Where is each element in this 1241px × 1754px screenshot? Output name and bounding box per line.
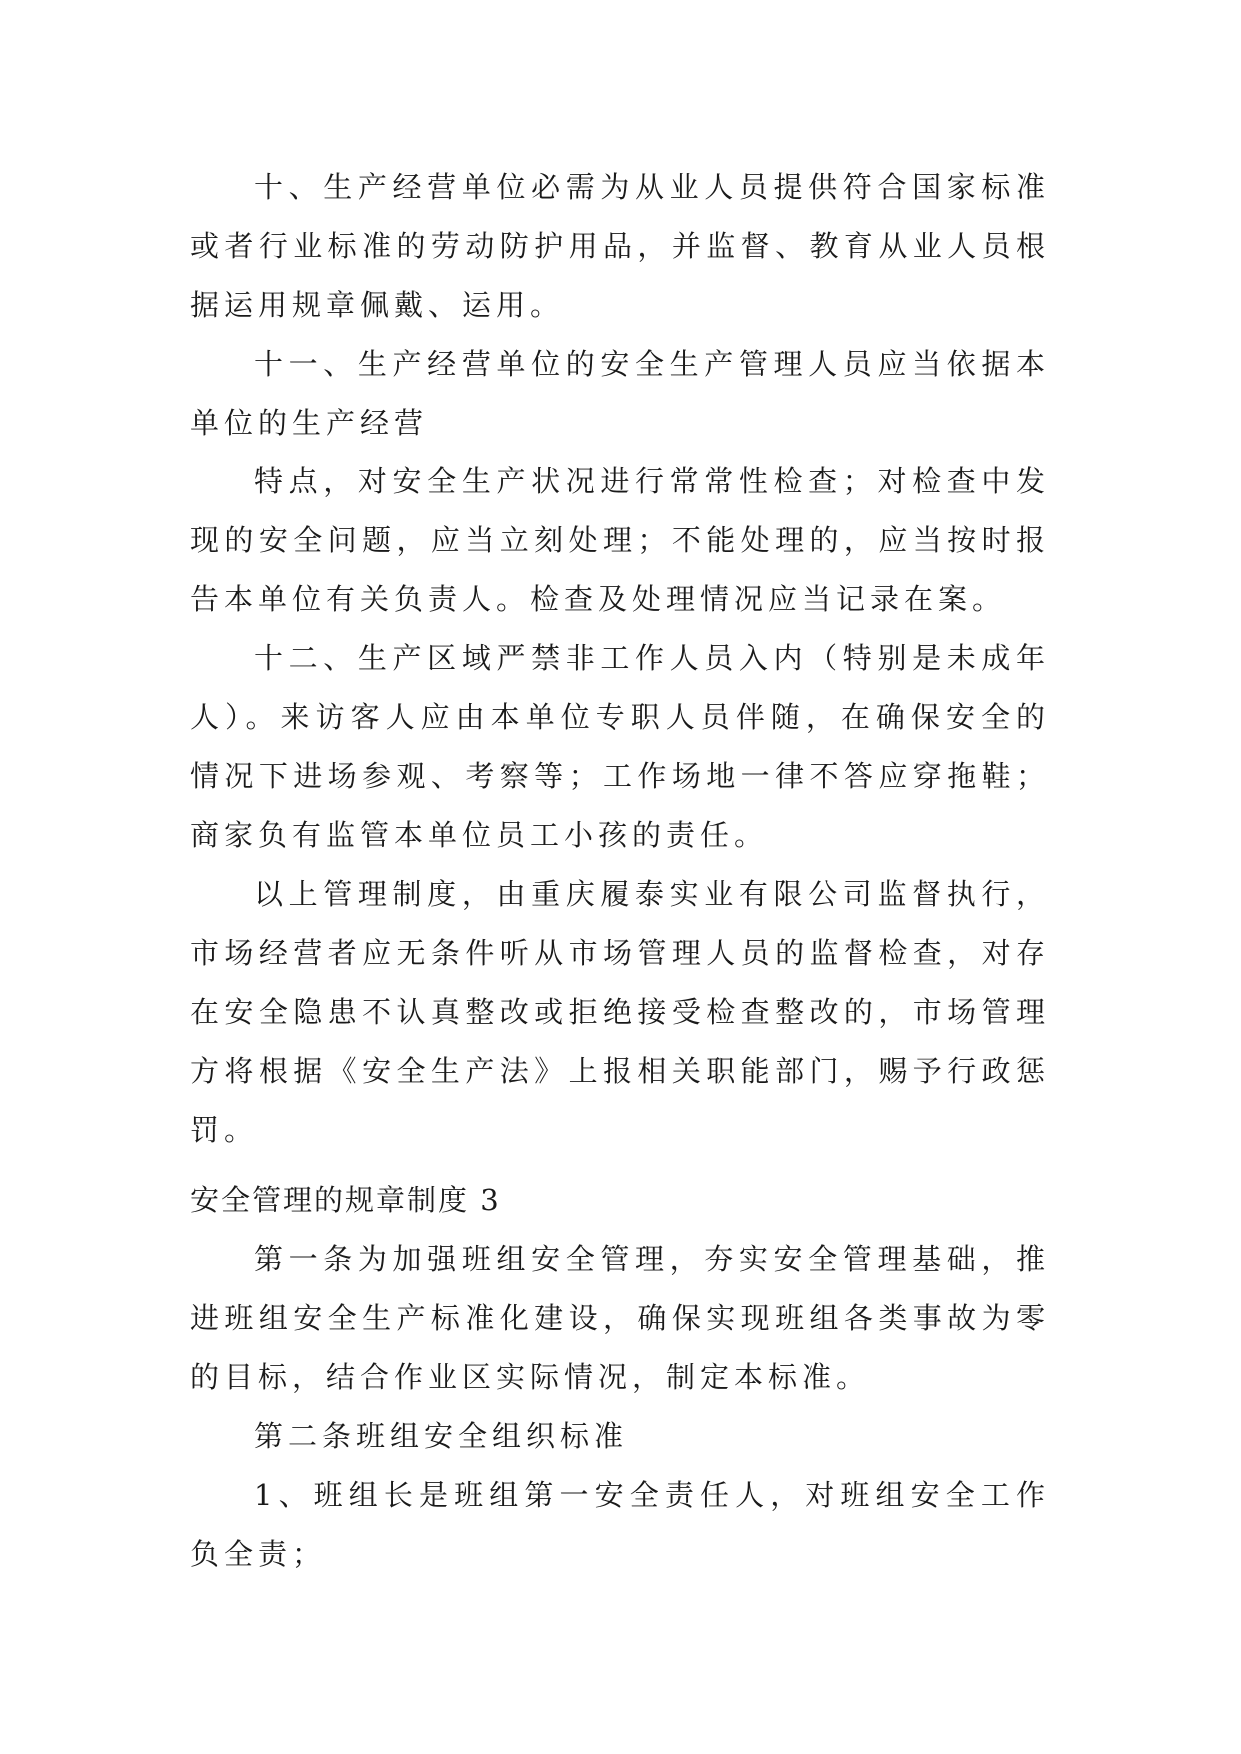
paragraph-protective-equipment: 十、生产经营单位必需为从业人员提供符合国家标准或者行业标准的劳动防护用品，并监督、教育从业人员根据运用规章佩戴、运用。 xyxy=(190,170,1050,322)
paragraph-article-2: 第二条班组安全组织标准 xyxy=(254,1419,629,1453)
paragraph-restricted-area: 十二、生产区域严禁非工作人员入内（特别是未成年人）。来访客人应由本单位专职人员伴随，在确保安全的情况下进场参观、考察等；工作场地一律不答应穿拖鞋；商家负有监管本单位员工小孩的责任。 xyxy=(190,641,1050,852)
paragraph-supervision: 以上管理制度，由重庆履泰实业有限公司监督执行，市场经营者应无条件听从市场管理人员的监督检查，对存在安全隐患不认真整改或拒绝接受检查整改的，市场管理方将根据《安全生产法》上报相关职能部门，赐予行政惩罚。 xyxy=(190,877,1050,1147)
section-heading: 安全管理的规章制度 3 xyxy=(190,1183,501,1217)
paragraph-safety-manager-duty: 十一、生产经营单位的安全生产管理人员应当依据本单位的生产经营 xyxy=(190,347,1050,440)
paragraph-inspection: 特点，对安全生产状况进行常常性检查；对检查中发现的安全问题，应当立刻处理；不能处理的，应当按时报告本单位有关负责人。检查及处理情况应当记录在案。 xyxy=(190,464,1050,616)
paragraph-item-1: 1、班组长是班组第一安全责任人，对班组安全工作负全责； xyxy=(190,1478,1050,1571)
paragraph-article-1: 第一条为加强班组安全管理，夯实安全管理基础，推进班组安全生产标准化建设，确保实现班组各类事故为零的目标，结合作业区实际情况，制定本标准。 xyxy=(190,1242,1050,1394)
